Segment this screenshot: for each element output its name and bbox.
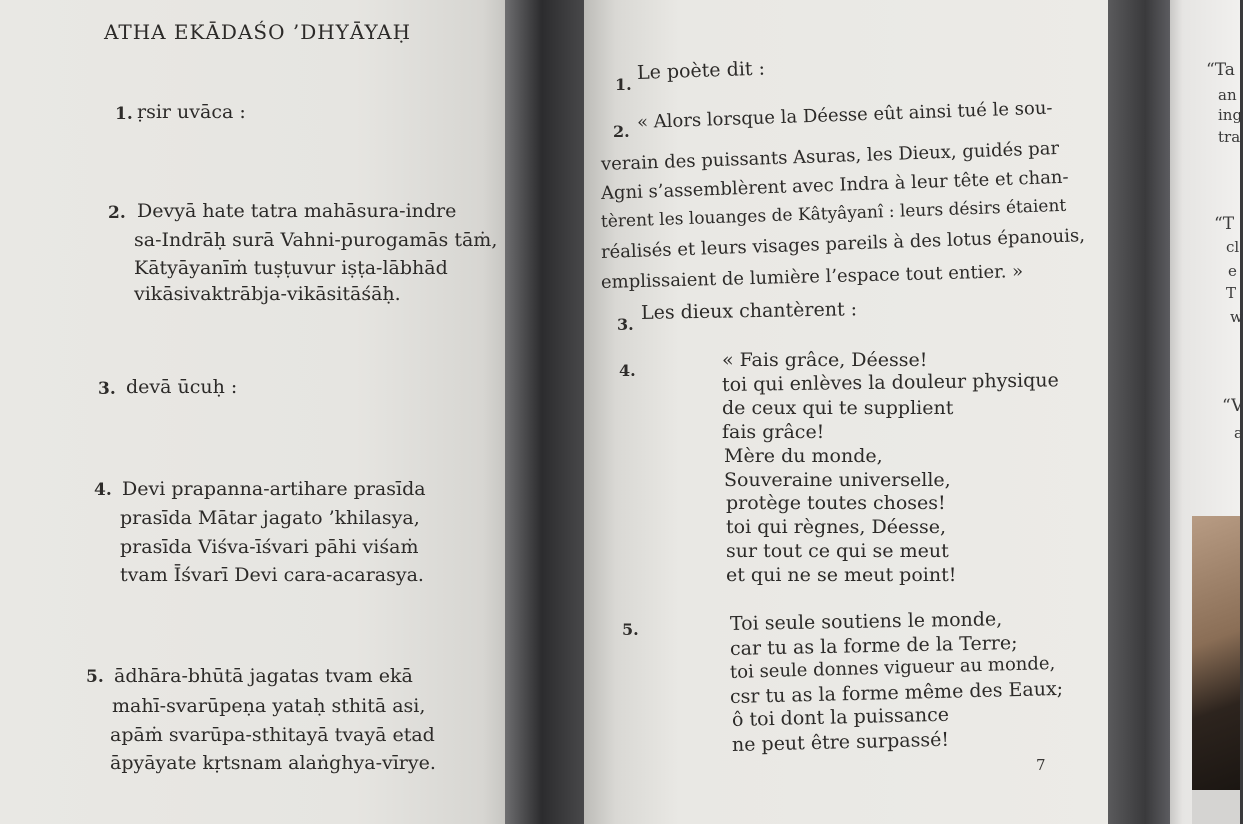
french-line: et qui ne se meut point! [726, 564, 957, 586]
french-verse-number: 4. [619, 361, 636, 380]
sanskrit-line: āpyāyate kṛtsnam alaṅghya-vīrye. [110, 752, 436, 774]
sanskrit-line: mahī-svarūpeṇa yataḥ sthitā asi, [112, 695, 426, 717]
sanskrit-verse-number: 4. [94, 480, 112, 500]
french-verse-number: 5. [622, 620, 639, 639]
edge-fragment: tra [1218, 128, 1241, 146]
french-line: réalisés et leurs visages pareils à des lotus épanouis, [600, 225, 1086, 263]
sanskrit-line: devā ūcuḥ : [126, 376, 238, 398]
french-line: verain des puissants Asuras, les Dieux, guidés par [600, 138, 1060, 175]
sanskrit-line: Kātyāyanīṁ tuṣṭuvur iṣṭa-lābhād [134, 257, 448, 279]
french-line: toi seule donnes vigueur au monde, [729, 652, 1056, 683]
sanskrit-line: tvam Īśvarī Devi cara-acarasya. [120, 564, 424, 586]
french-line: de ceux qui te supplient [722, 397, 954, 419]
edge-fragment: “T [1214, 214, 1235, 234]
french-line: Agni s’assemblèrent avec Indra à leur tête et chan- [600, 166, 1069, 204]
sanskrit-verse-number: 3. [98, 379, 116, 399]
sanskrit-line: ṛsir uvāca : [137, 101, 246, 123]
french-line: « Alors lorsque la Déesse eût ainsi tué le sou- [636, 97, 1053, 133]
sanskrit-line: vikāsivaktrābja-vikāsitāśāḥ. [134, 283, 401, 305]
edge-fragment: “Ta [1206, 60, 1235, 80]
french-verse-number: 2. [613, 122, 630, 141]
edge-fragment: “V [1222, 396, 1243, 416]
sanskrit-line: ādhāra-bhūtā jagatas tvam ekā [114, 665, 413, 687]
french-line: toi qui règnes, Déesse, [726, 516, 947, 538]
edge-fragment: T [1226, 284, 1237, 302]
french-line: Le poète dit : [636, 57, 766, 84]
french-line: sur tout ce qui se meut [726, 540, 949, 562]
edge-fragment: a [1234, 424, 1243, 442]
french-line: tèrent les louanges de Kâtyâyanî : leurs désirs étaient [600, 195, 1067, 232]
sanskrit-line: prasīda Mātar jagato ’khilasya, [120, 507, 420, 529]
chapter-heading: ATHA EKĀDAŚO ’DHYĀYAḤ [104, 20, 412, 44]
french-line: ne peut être surpassé! [731, 728, 950, 756]
sanskrit-line: prasīda Viśva-īśvari pāhi viśaṁ [120, 536, 419, 558]
edge-fragment: an [1218, 86, 1237, 104]
sanskrit-verse-number: 2. [108, 203, 126, 223]
edge-fragment: ing [1218, 106, 1243, 124]
edge-fragment: e [1228, 262, 1237, 280]
page-shadow [1108, 0, 1170, 824]
sanskrit-verse-number: 5. [86, 667, 104, 687]
french-verse-number: 1. [615, 75, 632, 94]
french-line: Toi seule soutiens le monde, [729, 608, 1003, 635]
french-line: csr tu as la forme même des Eaux; [729, 677, 1064, 708]
french-line: ô toi dont la puissance [731, 703, 950, 731]
french-line: toi qui enlèves la douleur physique [721, 369, 1059, 396]
french-line: fais grâce! [722, 421, 825, 443]
french-line: Souveraine universelle, [724, 469, 951, 491]
book-gutter [505, 0, 587, 824]
french-verse-number: 3. [617, 315, 634, 334]
french-line: protège toutes choses! [726, 492, 946, 514]
french-line: « Fais grâce, Déesse! [722, 349, 928, 371]
sanskrit-line: apāṁ svarūpa-sthitayā tvayā etad [110, 724, 435, 746]
edge-photo [1192, 516, 1240, 790]
sanskrit-line: Devyā hate tatra mahāsura-indre [137, 200, 457, 222]
sanskrit-line: Devi prapanna-artihare prasīda [122, 478, 426, 500]
edge-bottom [1192, 790, 1240, 824]
french-line: Mère du monde, [724, 445, 883, 467]
edge-fragment: cl [1226, 238, 1240, 256]
sanskrit-verse-number: 1. [115, 104, 133, 124]
edge-fragment: w [1230, 308, 1243, 326]
page-number: 7 [1036, 756, 1046, 774]
sanskrit-line: sa-Indrāḥ surā Vahni-purogamās tāṁ, [134, 229, 498, 251]
french-line: car tu as la forme de la Terre; [729, 631, 1018, 660]
french-line: emplissaient de lumière l’espace tout entier. » [600, 260, 1024, 293]
french-line: Les dieux chantèrent : [640, 298, 858, 324]
